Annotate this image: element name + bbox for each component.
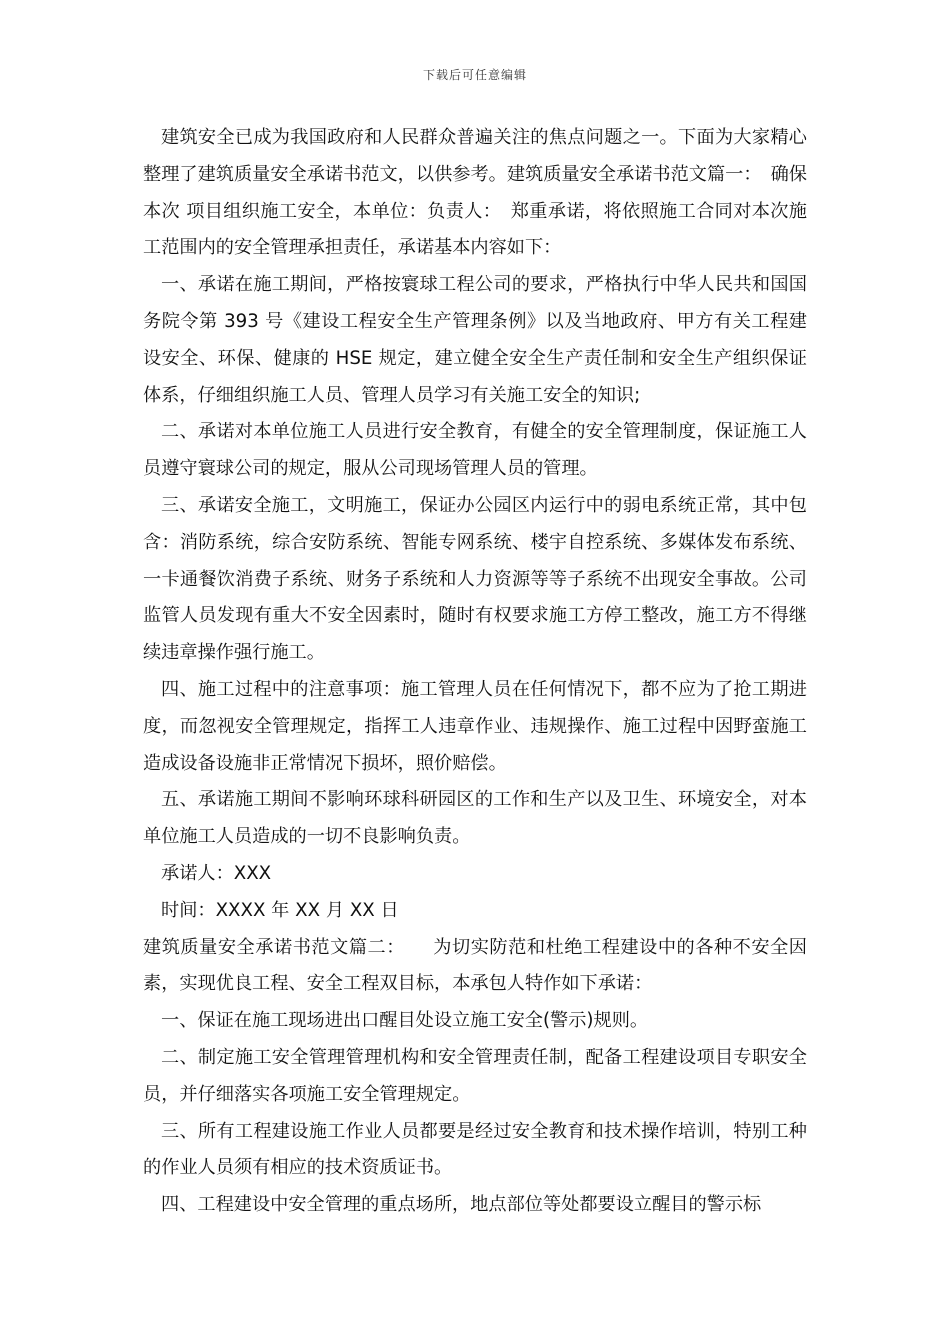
section-two-item-1: 一、保证在施工现场进出口醒目处设立施工安全(警示)规则。 — [161, 1010, 649, 1032]
paragraph-item-1: 一、承诺在施工期间，严格按寰球工程公司的要求，严格执行中华人民共和国国务院令第 393 号《建设工程安全生产管理条例》以及当地政府、甲方有关工程建设安全、环保、健康的 HSE 规定，建立健全安全生产责任制和安全生产组织保证体系，仔细组织施工人员、管理人员学习有关施工安全的知识; — [143, 274, 807, 406]
signatory-line: 承诺人：XXX — [161, 862, 272, 884]
paragraph-item-5: 五、承诺施工期间不影响环球科研园区的工作和生产以及卫生、环境安全，对本单位施工人员造成的一切不良影响负责。 — [143, 789, 807, 848]
date-line: 时间：XXXX 年 XX 月 XX 日 — [161, 899, 399, 921]
paragraph-item-4: 四、施工过程中的注意事项：施工管理人员在任何情况下，都不应为了抢工期进度，而忽视安全管理规定，指挥工人违章作业、违规操作、施工过程中因野蛮施工造成设备设施非正常情况下损坏，照价赔偿。 — [143, 678, 807, 774]
section-two-item-3: 三、所有工程建设施工作业人员都要是经过安全教育和技术操作培训，特别工种的作业人员须有相应的技术资质证书。 — [143, 1120, 807, 1179]
paragraph-item-2: 二、承诺对本单位施工人员进行安全教育，有健全的安全管理制度，保证施工人员遵守寰球公司的规定，服从公司现场管理人员的管理。 — [143, 421, 807, 480]
paragraph-item-3: 三、承诺安全施工，文明施工，保证办公园区内运行中的弱电系统正常，其中包含：消防系统，综合安防系统、智能专网系统、楼宇自控系统、多媒体发布系统、一卡通餐饮消费子系统、财务子系统和人力资源等等子系统不出现安全事故。公司监管人员发现有重大不安全因素时，随时有权要求施工方停工整改，施工方不得继续违章操作强行施工。 — [143, 494, 807, 664]
section-two-intro: 建筑质量安全承诺书范文篇二： 为切实防范和杜绝工程建设中的各种不安全因素，实现优良工程、安全工程双目标，本承包人特作如下承诺： — [143, 936, 807, 995]
intro-paragraph: 建筑安全已成为我国政府和人民群众普遍关注的焦点问题之一。下面为大家精心整理了建筑质量安全承诺书范文，以供参考。建筑质量安全承诺书范文篇一： 确保本次 项目组织施工安全，本单位：负责人： 郑重承诺，将依照施工合同对本次施工范围内的安全管理承担责任，承诺基本内容如下： — [143, 127, 807, 259]
section-two-item-2: 二、制定施工安全管理管理机构和安全管理责任制，配备工程建设项目专职安全员，并仔细落实各项施工安全管理规定。 — [143, 1046, 807, 1105]
document-body — [143, 120, 807, 1224]
header-note: 下载后可任意编辑 — [422, 68, 527, 82]
section-two-item-4: 四、工程建设中安全管理的重点场所，地点部位等处都要设立醒目的警示标 — [161, 1194, 762, 1216]
